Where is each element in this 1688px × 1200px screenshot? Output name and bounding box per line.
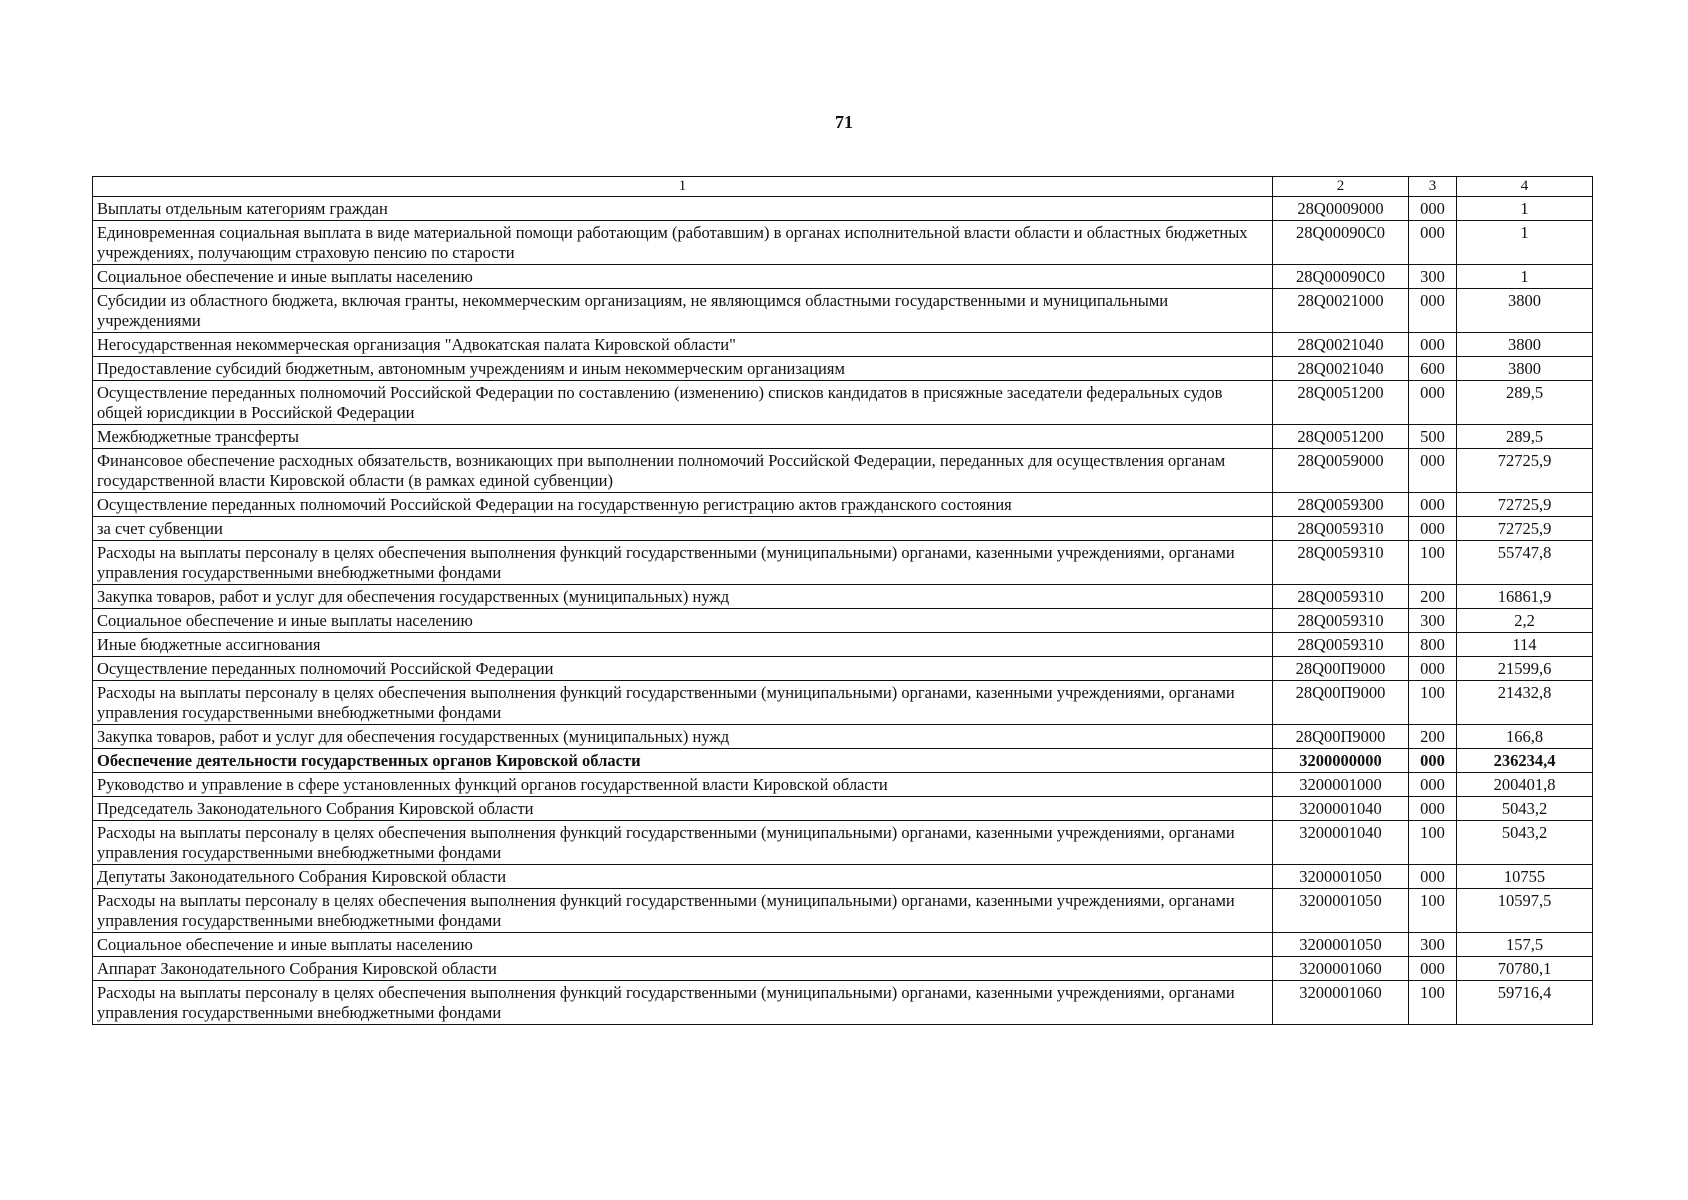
expense-name-cell: Межбюджетные трансферты bbox=[93, 425, 1273, 449]
expense-name-cell: Негосударственная некоммерческая организация "Адвокатская палата Кировской области" bbox=[93, 333, 1273, 357]
expense-type-cell: 100 bbox=[1409, 981, 1457, 1025]
amount-cell: 72725,9 bbox=[1457, 449, 1593, 493]
expense-name-cell: Руководство и управление в сфере установленных функций органов государственной власти Кировской области bbox=[93, 773, 1273, 797]
amount-cell: 2,2 bbox=[1457, 609, 1593, 633]
expense-type-cell: 500 bbox=[1409, 425, 1457, 449]
amount-cell: 3800 bbox=[1457, 289, 1593, 333]
expense-type-cell: 000 bbox=[1409, 289, 1457, 333]
expense-name-cell: Аппарат Законодательного Собрания Кировской области bbox=[93, 957, 1273, 981]
expense-name-cell: Финансовое обеспечение расходных обязательств, возникающих при выполнении полномочий Российской Федерации, переданных для осуществления органам государственной власти Кировской области (в рамках единой субвенции) bbox=[93, 449, 1273, 493]
expense-name-cell: Председатель Законодательного Собрания Кировской области bbox=[93, 797, 1273, 821]
amount-cell: 1 bbox=[1457, 221, 1593, 265]
page-number: 71 bbox=[835, 112, 853, 132]
expense-type-cell: 300 bbox=[1409, 933, 1457, 957]
amount-cell: 200401,8 bbox=[1457, 773, 1593, 797]
expense-type-cell: 000 bbox=[1409, 657, 1457, 681]
amount-cell: 5043,2 bbox=[1457, 797, 1593, 821]
amount-cell: 21599,6 bbox=[1457, 657, 1593, 681]
target-code-cell: 3200001000 bbox=[1273, 773, 1409, 797]
target-code-cell: 28Q0059000 bbox=[1273, 449, 1409, 493]
amount-cell: 72725,9 bbox=[1457, 517, 1593, 541]
expense-type-cell: 100 bbox=[1409, 541, 1457, 585]
expense-name-cell: Закупка товаров, работ и услуг для обеспечения государственных (муниципальных) нужд bbox=[93, 725, 1273, 749]
target-code-cell: 28Q0009000 bbox=[1273, 197, 1409, 221]
expense-type-cell: 100 bbox=[1409, 821, 1457, 865]
target-code-cell: 28Q0021000 bbox=[1273, 289, 1409, 333]
expense-type-cell: 000 bbox=[1409, 197, 1457, 221]
amount-cell: 166,8 bbox=[1457, 725, 1593, 749]
amount-cell: 3800 bbox=[1457, 357, 1593, 381]
amount-cell: 289,5 bbox=[1457, 381, 1593, 425]
target-code-cell: 28Q00П9000 bbox=[1273, 681, 1409, 725]
expense-type-cell: 300 bbox=[1409, 609, 1457, 633]
amount-cell: 55747,8 bbox=[1457, 541, 1593, 585]
expense-type-cell: 100 bbox=[1409, 681, 1457, 725]
amount-cell: 16861,9 bbox=[1457, 585, 1593, 609]
expense-type-cell: 200 bbox=[1409, 725, 1457, 749]
expense-name-cell: Субсидии из областного бюджета, включая гранты, некоммерческим организациям, не являющимся областными государственными и муниципальными учреждениями bbox=[93, 289, 1273, 333]
table-row bbox=[93, 609, 1593, 633]
table-row bbox=[93, 493, 1593, 517]
target-code-cell: 3200001050 bbox=[1273, 865, 1409, 889]
table-row bbox=[93, 657, 1593, 681]
amount-cell: 5043,2 bbox=[1457, 821, 1593, 865]
amount-cell: 236234,4 bbox=[1457, 749, 1593, 773]
amount-cell: 10755 bbox=[1457, 865, 1593, 889]
expense-name-cell: Расходы на выплаты персоналу в целях обеспечения выполнения функций государственными (муниципальными) органами, казенными учреждениями, органами управления государственными внебюджетными фондами bbox=[93, 981, 1273, 1025]
expense-type-cell: 000 bbox=[1409, 797, 1457, 821]
expense-type-cell: 000 bbox=[1409, 221, 1457, 265]
table-row bbox=[93, 541, 1593, 585]
column-header-3: 3 bbox=[1409, 177, 1457, 197]
expense-name-cell: Расходы на выплаты персоналу в целях обеспечения выполнения функций государственными (муниципальными) органами, казенными учреждениями, органами управления государственными внебюджетными фондами bbox=[93, 821, 1273, 865]
table-row bbox=[93, 197, 1593, 221]
expense-type-cell: 300 bbox=[1409, 265, 1457, 289]
target-code-cell: 3200001060 bbox=[1273, 981, 1409, 1025]
amount-cell: 3800 bbox=[1457, 333, 1593, 357]
table-row bbox=[93, 289, 1593, 333]
expense-type-cell: 100 bbox=[1409, 889, 1457, 933]
expense-name-cell: Социальное обеспечение и иные выплаты населению bbox=[93, 933, 1273, 957]
target-code-cell: 28Q0059310 bbox=[1273, 541, 1409, 585]
table-row bbox=[93, 333, 1593, 357]
table-row bbox=[93, 681, 1593, 725]
table-row bbox=[93, 957, 1593, 981]
expense-name-cell: Предоставление субсидий бюджетным, автономным учреждениям и иным некоммерческим организациям bbox=[93, 357, 1273, 381]
expense-type-cell: 600 bbox=[1409, 357, 1457, 381]
expense-name-cell: Обеспечение деятельности государственных органов Кировской области bbox=[93, 749, 1273, 773]
expense-type-cell: 000 bbox=[1409, 493, 1457, 517]
target-code-cell: 3200001050 bbox=[1273, 933, 1409, 957]
table-row bbox=[93, 773, 1593, 797]
expense-name-cell: Расходы на выплаты персоналу в целях обеспечения выполнения функций государственными (муниципальными) органами, казенными учреждениями, органами управления государственными внебюджетными фондами bbox=[93, 541, 1273, 585]
table-header-row bbox=[93, 177, 1593, 197]
table-row bbox=[93, 221, 1593, 265]
expense-name-cell: Социальное обеспечение и иные выплаты населению bbox=[93, 609, 1273, 633]
expense-name-cell: Единовременная социальная выплата в виде материальной помощи работающим (работавшим) в органах исполнительной власти области и областных бюджетных учреждениях, получающим страховую пенсию по старости bbox=[93, 221, 1273, 265]
table-row bbox=[93, 889, 1593, 933]
target-code-cell: 3200000000 bbox=[1273, 749, 1409, 773]
table-row bbox=[93, 749, 1593, 773]
expense-name-cell: за счет субвенции bbox=[93, 517, 1273, 541]
expense-name-cell: Осуществление переданных полномочий Российской Федерации по составлению (изменению) списков кандидатов в присяжные заседатели федеральных судов общей юрисдикции в Российской Федерации bbox=[93, 381, 1273, 425]
amount-cell: 70780,1 bbox=[1457, 957, 1593, 981]
table-row bbox=[93, 725, 1593, 749]
table-row bbox=[93, 381, 1593, 425]
table-row bbox=[93, 357, 1593, 381]
table-row bbox=[93, 633, 1593, 657]
target-code-cell: 28Q0021040 bbox=[1273, 357, 1409, 381]
expense-type-cell: 000 bbox=[1409, 865, 1457, 889]
amount-cell: 21432,8 bbox=[1457, 681, 1593, 725]
target-code-cell: 28Q00090C0 bbox=[1273, 265, 1409, 289]
expense-name-cell: Осуществление переданных полномочий Российской Федерации bbox=[93, 657, 1273, 681]
expense-name-cell: Расходы на выплаты персоналу в целях обеспечения выполнения функций государственными (муниципальными) органами, казенными учреждениями, органами управления государственными внебюджетными фондами bbox=[93, 889, 1273, 933]
table-row bbox=[93, 933, 1593, 957]
amount-cell: 157,5 bbox=[1457, 933, 1593, 957]
amount-cell: 114 bbox=[1457, 633, 1593, 657]
column-header-1: 1 bbox=[93, 177, 1273, 197]
table-row bbox=[93, 449, 1593, 493]
target-code-cell: 3200001040 bbox=[1273, 821, 1409, 865]
amount-cell: 72725,9 bbox=[1457, 493, 1593, 517]
table-row bbox=[93, 981, 1593, 1025]
amount-cell: 289,5 bbox=[1457, 425, 1593, 449]
budget-table bbox=[92, 176, 1593, 1025]
amount-cell: 1 bbox=[1457, 265, 1593, 289]
target-code-cell: 28Q0059310 bbox=[1273, 609, 1409, 633]
target-code-cell: 28Q0059300 bbox=[1273, 493, 1409, 517]
expense-type-cell: 000 bbox=[1409, 449, 1457, 493]
expense-type-cell: 000 bbox=[1409, 957, 1457, 981]
expense-name-cell: Расходы на выплаты персоналу в целях обеспечения выполнения функций государственными (муниципальными) органами, казенными учреждениями, органами управления государственными внебюджетными фондами bbox=[93, 681, 1273, 725]
target-code-cell: 28Q0021040 bbox=[1273, 333, 1409, 357]
amount-cell: 1 bbox=[1457, 197, 1593, 221]
expense-name-cell: Выплаты отдельным категориям граждан bbox=[93, 197, 1273, 221]
expense-type-cell: 000 bbox=[1409, 333, 1457, 357]
column-header-4: 4 bbox=[1457, 177, 1593, 197]
expense-type-cell: 000 bbox=[1409, 773, 1457, 797]
table-row bbox=[93, 585, 1593, 609]
target-code-cell: 28Q0051200 bbox=[1273, 425, 1409, 449]
table-row bbox=[93, 821, 1593, 865]
table-row bbox=[93, 797, 1593, 821]
column-header-2: 2 bbox=[1273, 177, 1409, 197]
table-row bbox=[93, 865, 1593, 889]
amount-cell: 59716,4 bbox=[1457, 981, 1593, 1025]
expense-name-cell: Осуществление переданных полномочий Российской Федерации на государственную регистрацию актов гражданского состояния bbox=[93, 493, 1273, 517]
expense-type-cell: 800 bbox=[1409, 633, 1457, 657]
target-code-cell: 28Q0059310 bbox=[1273, 517, 1409, 541]
expense-type-cell: 000 bbox=[1409, 749, 1457, 773]
expense-name-cell: Депутаты Законодательного Собрания Кировской области bbox=[93, 865, 1273, 889]
target-code-cell: 28Q00П9000 bbox=[1273, 725, 1409, 749]
target-code-cell: 28Q0051200 bbox=[1273, 381, 1409, 425]
target-code-cell: 28Q0059310 bbox=[1273, 585, 1409, 609]
expense-type-cell: 000 bbox=[1409, 381, 1457, 425]
table-row bbox=[93, 517, 1593, 541]
target-code-cell: 28Q00П9000 bbox=[1273, 657, 1409, 681]
table-row bbox=[93, 425, 1593, 449]
target-code-cell: 3200001060 bbox=[1273, 957, 1409, 981]
expense-name-cell: Иные бюджетные ассигнования bbox=[93, 633, 1273, 657]
target-code-cell: 28Q0059310 bbox=[1273, 633, 1409, 657]
expense-name-cell: Закупка товаров, работ и услуг для обеспечения государственных (муниципальных) нужд bbox=[93, 585, 1273, 609]
target-code-cell: 28Q00090C0 bbox=[1273, 221, 1409, 265]
expense-type-cell: 000 bbox=[1409, 517, 1457, 541]
expense-type-cell: 200 bbox=[1409, 585, 1457, 609]
target-code-cell: 3200001050 bbox=[1273, 889, 1409, 933]
target-code-cell: 3200001040 bbox=[1273, 797, 1409, 821]
amount-cell: 10597,5 bbox=[1457, 889, 1593, 933]
expense-name-cell: Социальное обеспечение и иные выплаты населению bbox=[93, 265, 1273, 289]
table-row bbox=[93, 265, 1593, 289]
